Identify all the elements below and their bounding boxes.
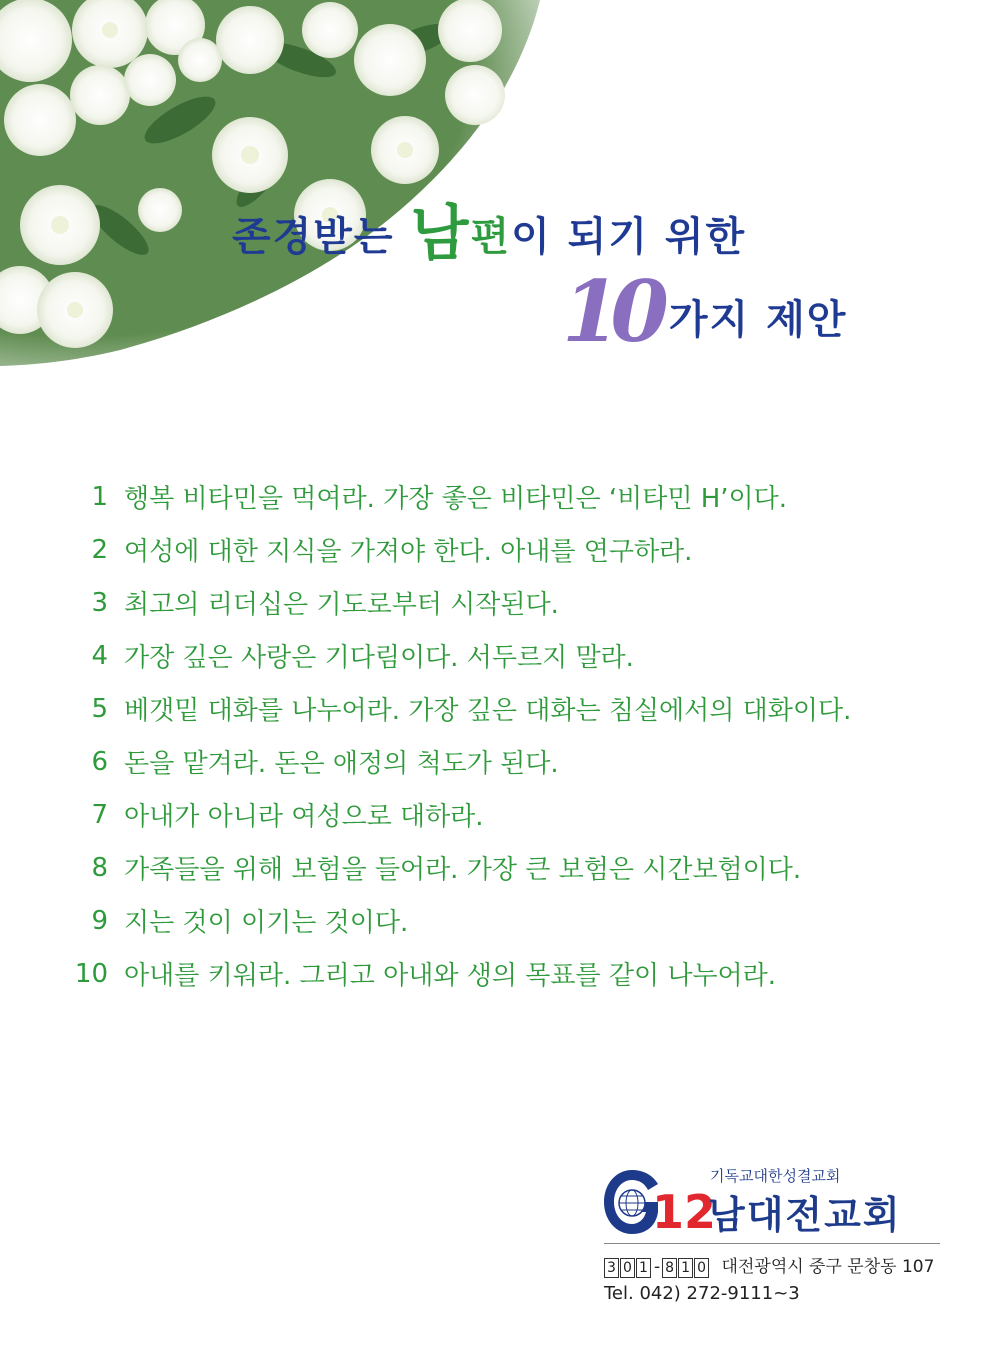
item-text: 행복 비타민을 먹여라. 가장 좋은 비타민은 ‘비타민 H’이다. <box>124 484 788 514</box>
item-number: 4 <box>91 640 108 671</box>
item-number: 1 <box>91 481 108 512</box>
title-part-2: 이 되기 위한 <box>511 213 747 260</box>
title-nam: 남 <box>410 199 471 269</box>
list-item <box>64 576 964 629</box>
item-number: 8 <box>91 852 108 883</box>
item-text: 아내를 키워라. 그리고 아내와 생의 목표를 같이 나누어라. <box>124 961 777 991</box>
item-number: 10 <box>74 958 108 989</box>
item-text: 돈을 맡겨라. 돈은 애정의 척도가 된다. <box>124 749 559 779</box>
list-item <box>64 841 964 894</box>
zip-digit: 0 <box>620 1258 635 1278</box>
zip-digit: 1 <box>636 1258 651 1278</box>
address-text: 대전광역시 중구 문창동 107 <box>721 1257 935 1277</box>
list-item <box>64 470 964 523</box>
item-number: 7 <box>91 799 108 830</box>
zip-digit: 0 <box>694 1258 709 1278</box>
item-number: 2 <box>91 534 108 565</box>
denomination-label: 기독교대한성결교회 <box>710 1167 841 1185</box>
title-part-3: 가지 제안 <box>668 296 848 343</box>
item-text: 베갯밑 대화를 나누어라. 가장 깊은 대화는 침실에서의 대화이다. <box>124 696 852 726</box>
list-item <box>64 523 964 576</box>
g12-logo-icon <box>600 1162 717 1242</box>
list-item <box>64 735 964 788</box>
item-number: 6 <box>91 746 108 777</box>
divider <box>604 1243 940 1244</box>
phone-number: Tel. 042) 272-9111~3 <box>604 1283 800 1304</box>
item-text: 최고의 리더십은 기도로부터 시작된다. <box>124 590 559 620</box>
item-number: 5 <box>91 693 108 724</box>
zip-digit: 8 <box>662 1258 677 1278</box>
suggestion-list <box>64 470 964 1000</box>
list-item <box>64 682 964 735</box>
item-text: 가족들을 위해 보험을 들어라. 가장 큰 보험은 시간보험이다. <box>124 855 802 885</box>
item-text: 아내가 아니라 여성으로 대하라. <box>124 802 484 832</box>
list-item <box>64 788 964 841</box>
zip-digit: 1 <box>678 1258 693 1278</box>
title-pyeon: 편 <box>470 213 512 260</box>
title-number: 10 <box>562 262 659 361</box>
list-item <box>64 629 964 682</box>
title-line-2 <box>562 262 847 361</box>
title-line-1 <box>232 182 746 268</box>
item-number: 3 <box>91 587 108 618</box>
church-logo <box>600 1162 945 1242</box>
title-part-1: 존경받는 <box>232 213 411 260</box>
zip-dash: - <box>654 1257 661 1277</box>
list-item <box>64 894 964 947</box>
address-line <box>604 1252 944 1278</box>
item-text: 여성에 대한 지식을 가져야 한다. 아내를 연구하라. <box>124 537 693 567</box>
list-item <box>64 947 964 1000</box>
zip-digit: 3 <box>604 1258 619 1278</box>
item-text: 지는 것이 이기는 것이다. <box>124 908 409 938</box>
logo-mark-text: 12 <box>652 1185 717 1239</box>
item-number: 9 <box>91 905 108 936</box>
church-name: 남대전교회 <box>708 1193 902 1237</box>
item-text: 가장 깊은 사랑은 기다림이다. 서두르지 말라. <box>124 643 634 673</box>
